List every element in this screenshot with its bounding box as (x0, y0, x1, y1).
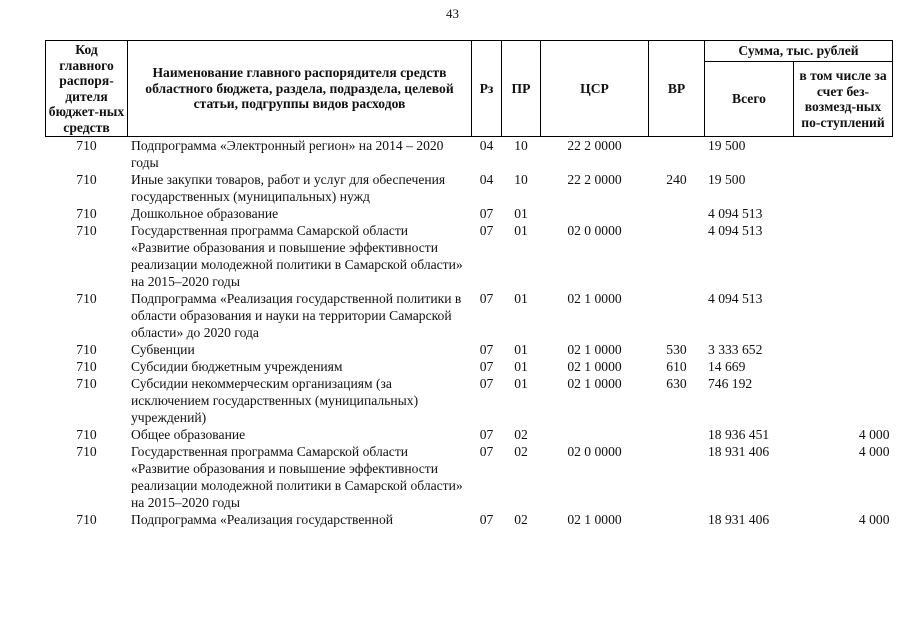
cell-name: Государственная программа Самарской области «Развитие образования и повышение эффективности реализации молодежной политики в Самарской области» на 2015–2020 годы (131, 444, 463, 510)
cell-name: Государственная программа Самарской области «Развитие образования и повышение эффективности реализации молодежной политики в Самарской области» на 2015–2020 годы (131, 223, 463, 289)
cell-csr: 02 1 0000 (567, 291, 622, 306)
cell-total: 14 669 (708, 359, 746, 374)
cell-vr: 530 (666, 342, 687, 357)
cell-rz: 04 (479, 138, 494, 153)
cell-csr: 02 1 0000 (567, 512, 622, 527)
cell-name: Подпрограмма «Реализация государственной (131, 512, 394, 527)
cell-free: 4 000 (858, 444, 890, 459)
cell-pr: 02 (514, 427, 528, 442)
table-row (46, 341, 893, 358)
cell-code: 710 (76, 359, 97, 374)
cell-free (794, 222, 893, 290)
cell-name: Подпрограмма «Реализация государственной политики в области образования и науки на территории Самарской области» до 2020 года (131, 291, 462, 340)
cell-free (794, 205, 893, 222)
header-vr: ВР (649, 41, 705, 137)
cell-pr: 01 (514, 223, 528, 238)
cell-vr (649, 290, 705, 341)
cell-total: 746 192 (708, 376, 753, 391)
cell-vr: 610 (666, 359, 687, 374)
header-code: Код главного распоря-дителя бюджет-ных средств (46, 41, 128, 137)
cell-total: 18 931 406 (708, 444, 770, 459)
cell-rz: 07 (479, 444, 494, 459)
cell-vr (649, 426, 705, 443)
header-rz: Рз (472, 41, 502, 137)
cell-csr: 02 0 0000 (567, 223, 622, 238)
cell-rz: 07 (479, 206, 494, 221)
cell-total: 4 094 513 (708, 223, 763, 238)
cell-pr: 01 (514, 291, 528, 306)
table-body (46, 137, 893, 529)
cell-total: 4 094 513 (708, 291, 763, 306)
header-name: Наименование главного распорядителя средств областного бюджета, раздела, подраздела, целевой статьи, подгруппы видов расходов (128, 41, 472, 137)
cell-name: Иные закупки товаров, работ и услуг для обеспечения государственных (муниципальных) нужд (131, 172, 446, 204)
cell-free (794, 290, 893, 341)
cell-csr: 02 0 0000 (567, 444, 622, 459)
cell-free (794, 137, 893, 172)
cell-code: 710 (76, 138, 97, 153)
cell-code: 710 (76, 223, 97, 238)
cell-pr: 10 (514, 138, 528, 153)
cell-vr (649, 511, 705, 528)
cell-csr (541, 426, 649, 443)
cell-name: Дошкольное образование (131, 206, 279, 221)
cell-csr: 02 1 0000 (567, 342, 622, 357)
cell-total: 4 094 513 (708, 206, 763, 221)
cell-total: 3 333 652 (708, 342, 763, 357)
cell-name: Подпрограмма «Электронный регион» на 2014 – 2020 годы (131, 138, 444, 170)
cell-csr: 22 2 0000 (567, 172, 622, 187)
cell-free (794, 341, 893, 358)
cell-code: 710 (76, 376, 97, 391)
cell-rz: 04 (479, 172, 494, 187)
header-pr: ПР (502, 41, 541, 137)
cell-pr: 02 (514, 444, 528, 459)
cell-rz: 07 (479, 291, 494, 306)
cell-rz: 07 (479, 512, 494, 527)
table-header (46, 41, 893, 137)
cell-vr (649, 137, 705, 172)
cell-total: 18 936 451 (708, 427, 770, 442)
cell-total: 19 500 (708, 172, 746, 187)
cell-free (794, 171, 893, 205)
table-row (46, 358, 893, 375)
cell-code: 710 (76, 427, 97, 442)
cell-name: Субвенции (131, 342, 195, 357)
cell-code: 710 (76, 291, 97, 306)
cell-vr: 240 (666, 172, 687, 187)
table-row (46, 426, 893, 443)
cell-name: Субсидии некоммерческим организациям (за исключением государственных (муниципальных) учреждений) (131, 376, 419, 425)
cell-total: 19 500 (708, 138, 746, 153)
cell-vr (649, 443, 705, 511)
cell-code: 710 (76, 512, 97, 527)
table-row (46, 137, 893, 172)
cell-rz: 07 (479, 223, 494, 238)
header-sum: Сумма, тыс. рублей (705, 41, 893, 62)
header-free: в том числе за счет без-возмезд-ных по-ступлений (794, 62, 893, 137)
cell-pr: 02 (514, 512, 528, 527)
cell-free (794, 358, 893, 375)
header-total: Всего (705, 62, 794, 137)
cell-total: 18 931 406 (708, 512, 770, 527)
cell-code: 710 (76, 172, 97, 187)
table-row (46, 171, 893, 205)
cell-code: 710 (76, 342, 97, 357)
header-csr: ЦСР (541, 41, 649, 137)
cell-rz: 07 (479, 376, 494, 391)
cell-rz: 07 (479, 342, 494, 357)
cell-csr (541, 205, 649, 222)
cell-free: 4 000 (858, 512, 890, 527)
cell-csr: 02 1 0000 (567, 359, 622, 374)
cell-csr: 22 2 0000 (567, 138, 622, 153)
cell-vr (649, 205, 705, 222)
cell-name: Общее образование (131, 427, 246, 442)
budget-table (45, 40, 893, 528)
cell-pr: 01 (514, 342, 528, 357)
cell-code: 710 (76, 444, 97, 459)
cell-vr (649, 222, 705, 290)
cell-pr: 01 (514, 359, 528, 374)
page-number: 43 (446, 6, 459, 21)
cell-pr: 01 (514, 206, 528, 221)
cell-rz: 07 (479, 359, 494, 374)
table-row (46, 375, 893, 426)
cell-code: 710 (76, 206, 97, 221)
table-row (46, 222, 893, 290)
cell-free (794, 375, 893, 426)
cell-csr: 02 1 0000 (567, 376, 622, 391)
cell-vr: 630 (666, 376, 687, 391)
cell-name: Субсидии бюджетным учреждениям (131, 359, 343, 374)
cell-rz: 07 (479, 427, 494, 442)
cell-free: 4 000 (858, 427, 890, 442)
table-row (46, 205, 893, 222)
cell-pr: 10 (514, 172, 528, 187)
table-row (46, 443, 893, 511)
table-row (46, 290, 893, 341)
cell-pr: 01 (514, 376, 528, 391)
table-row (46, 511, 893, 528)
